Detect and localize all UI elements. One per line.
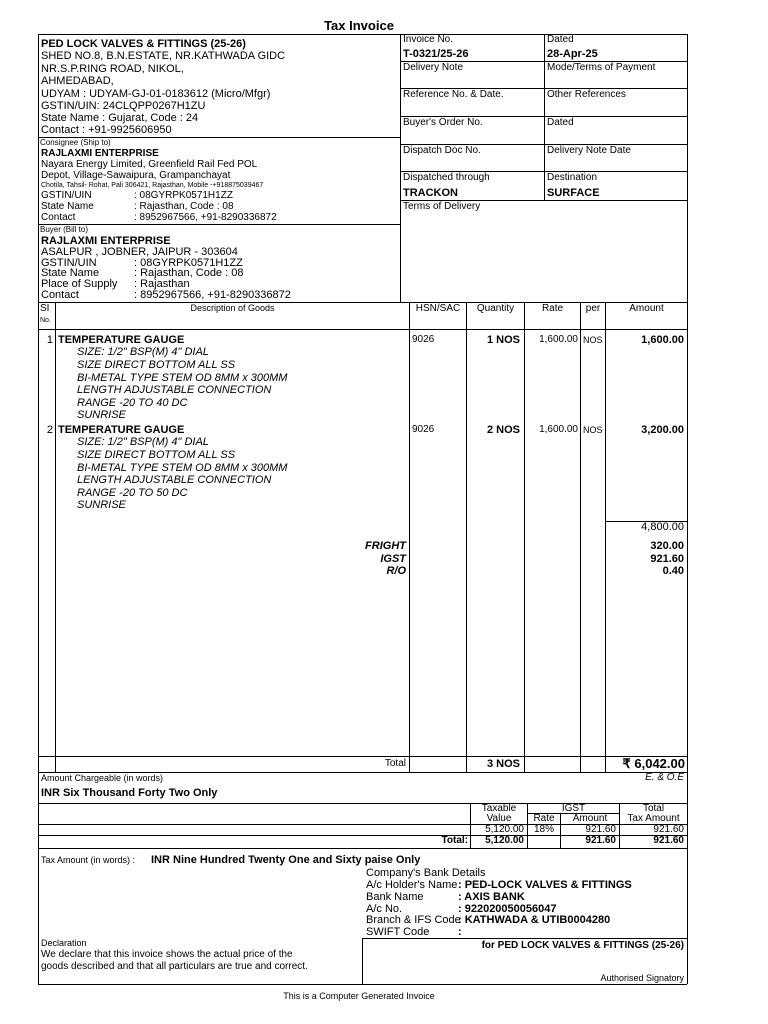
buyer-address-line: ASALPUR , JOBNER, JAIPUR - 303604 [41,246,238,258]
bank-account-label: A/c No. [366,903,403,915]
consignee-address-line: Chotila, Tahsil- Rohat, Pali 306421, Rajasthan, Mobile -+918875039467 [41,182,264,189]
delivery-note-date-label: Delivery Note Date [547,145,631,156]
buyer-heading: Buyer (Bill to) [40,225,89,234]
buyer-place-label: Place of Supply [41,278,118,290]
item-rate: 1,600.00 [539,424,578,435]
col-line-rate [580,302,581,772]
col-header-si: SI [40,303,50,314]
seller-address-line: AHMEDABAD, [41,75,114,87]
bank-holder-label: A/c Holder's Name [366,879,458,891]
col-header-amount: Amount [629,303,664,314]
item-amount: 3,200.00 [641,424,684,436]
charge-label-freight: FRIGHT [365,540,406,552]
tax-header-rate: Rate [533,813,555,824]
invoice-no-label: Invoice No. [403,34,454,45]
col-line-desc [409,302,410,772]
item-quantity: 1 NOS [486,334,520,346]
item-detail: SIZE DIRECT BOTTOM ALL SS [77,449,236,461]
frame-left [38,34,39,984]
consignee-state-label: State Name [41,201,94,212]
subtotal-amount: 4,800.00 [641,521,684,533]
item-detail: SIZE DIRECT BOTTOM ALL SS [77,359,236,371]
dated-value: 28-Apr-25 [547,48,598,60]
invoice-no-value: T-0321/25-26 [403,48,469,60]
item-per: NOS [583,335,603,345]
col-line-qty [524,302,525,772]
tax-header-taxable-value: Value [486,813,512,824]
dispatched-through-label: Dispatched through [403,172,490,183]
frame-right [687,34,688,984]
consignee-address-line: Depot, Village-Sawaipura, Grampanchayat [41,170,231,181]
item-detail: SIZE: 1/2" BSP(M) 4" DIAL [77,436,209,448]
footer-note: This is a Computer Generated Invoice [283,991,435,1001]
item-detail: BI-METAL TYPE STEM OD 8MM x 300MM [77,372,288,384]
reference-label: Reference No. & Date. [403,89,504,100]
consignee-address-line: Nayara Energy Limited, Greenfield Rail Fed POL [41,159,258,170]
buyer-contact-label: Contact [41,289,79,301]
dispatched-through-value: TRACKON [403,187,458,199]
charge-label-round-off: R/O [386,565,406,577]
consignee-gstin-value: : 08GYRPK0571H1ZZ [134,190,233,201]
tax-header-taxable: Taxable [481,803,517,814]
tax-row-rate: 18% [533,824,554,835]
total-label: Total [384,758,406,769]
item-detail: BI-METAL TYPE STEM OD 8MM x 300MM [77,462,288,474]
bank-holder-value: : PED-LOCK VALVES & FITTINGS [458,879,632,891]
eoe-note: E. & O.E [645,772,684,783]
buyer-contact-value: : 8952967566, +91-8290336872 [134,289,291,301]
item-hsn: 9026 [412,424,435,435]
seller-udyam: UDYAM : UDYAM-GJ-01-0183612 (Micro/Mfgr) [41,88,271,100]
charge-amount-igst: 921.60 [650,553,684,565]
tax-totals-label: Total: [441,835,468,846]
charge-amount-round-off: 0.40 [662,565,684,577]
buyer-gstin-value: : 08GYRPK0571H1ZZ [134,257,243,269]
tax-table-bottom [38,848,687,849]
charge-amount-freight: 320.00 [650,540,684,552]
buyer-state-label: State Name [41,267,100,279]
tax-row-taxable: 5,120.00 [485,824,524,835]
seller-gstin: GSTIN/UIN: 24CLQPP0267H1ZU [41,100,206,112]
item-name: TEMPERATURE GAUGE [58,334,185,346]
tax-header-igst: IGST [561,803,586,814]
consignee-name: RAJLAXMI ENTERPRISE [41,148,159,159]
tax-row-amount: 921.60 [585,824,616,835]
amount-in-words-label: Amount Chargeable (in words) [41,773,164,783]
consignee-contact-label: Contact [41,212,76,223]
tax-header-amount: Amount [572,813,608,824]
tax-totals-total: 921.60 [653,835,684,846]
bank-name-label: Bank Name [366,891,424,903]
item-si: 1 [46,334,53,346]
dated-label: Dated [547,34,574,45]
item-hsn: 9026 [412,334,435,345]
frame-bottom [38,984,687,985]
seller-name: PED LOCK VALVES & FITTINGS (25-26) [41,38,246,50]
buyer-name: RAJLAXMI ENTERPRISE [41,235,171,247]
declaration-line: goods described and that all particulars are true and correct. [41,961,308,972]
meta-center-line [544,34,545,200]
col-header-description: Description of Goods [190,303,275,313]
tax-totals-taxable: 5,120.00 [485,835,524,846]
seller-contact: Contact : +91-9925606950 [41,124,172,136]
consignee-contact-value: : 8952967566, +91-8290336872 [134,212,277,223]
destination-label: Destination [547,172,598,183]
charge-label-igst: IGST [380,553,406,565]
tax-in-words-value: INR Nine Hundred Twenty One and Sixty paise Only [151,854,421,866]
tax-header-total-tax-amount: Tax Amount [627,813,680,824]
consignee-heading: Consignee (Ship to) [40,138,111,147]
signatory-box-left [362,938,363,984]
col-header-per: per [585,303,601,314]
declaration-heading: Declaration [41,938,87,948]
bank-swift-value: : [458,926,462,938]
consignee-state-value: : Rajasthan, Code : 08 [134,201,234,212]
item-name: TEMPERATURE GAUGE [58,424,185,436]
items-header-line [38,329,687,330]
bank-branch-value: : KATHWADA & UTIB0004280 [458,914,611,926]
consignee-gstin-label: GSTIN/UIN [41,190,92,201]
col-header-rate: Rate [541,303,564,314]
col-header-hsn: HSN/SAC [415,303,461,314]
total-quantity: 3 NOS [486,758,520,770]
item-rate: 1,600.00 [539,334,578,345]
item-si: 2 [46,424,53,436]
terms-of-delivery-label: Terms of Delivery [403,201,481,212]
item-detail: SUNRISE [77,409,126,421]
col-header-no: No. [40,317,51,324]
item-detail: LENGTH ADJUSTABLE CONNECTION [77,384,272,396]
item-detail: LENGTH ADJUSTABLE CONNECTION [77,474,272,486]
item-detail: SUNRISE [77,499,126,511]
item-amount: 1,600.00 [641,334,684,346]
header-center-line [400,34,401,302]
col-header-quantity: Quantity [476,303,515,314]
item-quantity: 2 NOS [486,424,520,436]
dispatch-doc-label: Dispatch Doc No. [403,145,481,156]
buyer-gstin-label: GSTIN/UIN [41,257,97,269]
consignee-divider [38,224,400,225]
tax-totals-amount: 921.60 [585,835,616,846]
bank-branch-label: Branch & IFS Code [366,914,461,926]
items-total-line [38,756,687,757]
buyer-state-value: : Rajasthan, Code : 08 [134,267,244,279]
tax-header-total: Total [642,803,665,814]
destination-value: SURFACE [547,187,600,199]
invoice-title: Tax Invoice [324,18,394,33]
item-detail: RANGE -20 TO 50 DC [77,487,188,499]
buyers-order-label: Buyer's Order No. [403,117,483,128]
signatory-company: for PED LOCK VALVES & FITTINGS (25-26) [481,940,684,951]
amount-in-words-value: INR Six Thousand Forty Two Only [41,787,218,799]
tax-in-words-label: Tax Amount (in words) : [41,855,136,865]
item-per: NOS [583,425,603,435]
authorised-signatory-label: Authorised Signatory [600,973,684,983]
col-line-hsn [466,302,467,772]
col-line-si [55,302,56,772]
bank-account-value: : 922020050056047 [458,903,557,915]
bank-name-value: : AXIS BANK [458,891,525,903]
mode-terms-label: Mode/Terms of Payment [547,62,656,73]
frame-top [38,34,687,35]
buyer-place-value: : Rajasthan [134,278,190,290]
signatory-box-top [362,938,687,939]
other-refs-label: Other References [547,89,626,100]
delivery-note-label: Delivery Note [403,62,464,73]
item-detail: RANGE -20 TO 40 DC [77,397,188,409]
seller-address-line: SHED NO.8, B.N.ESTATE, NR.KATHWADA GIDC [41,50,286,62]
bank-details-heading: Company's Bank Details [366,867,486,879]
bank-swift-label: SWIFT Code [366,926,430,938]
seller-state: State Name : Gujarat, Code : 24 [41,112,199,124]
declaration-line: We declare that this invoice shows the actual price of the [41,949,293,960]
item-detail: SIZE: 1/2" BSP(M) 4" DIAL [77,346,209,358]
buyers-order-dated-label: Dated [547,117,574,128]
seller-address-line: NR.S.P.RING ROAD, NIKOL, [41,63,184,75]
tax-row-total: 921.60 [653,824,684,835]
col-line-per [605,302,606,772]
grand-total-amount: ₹ 6,042.00 [622,756,685,771]
